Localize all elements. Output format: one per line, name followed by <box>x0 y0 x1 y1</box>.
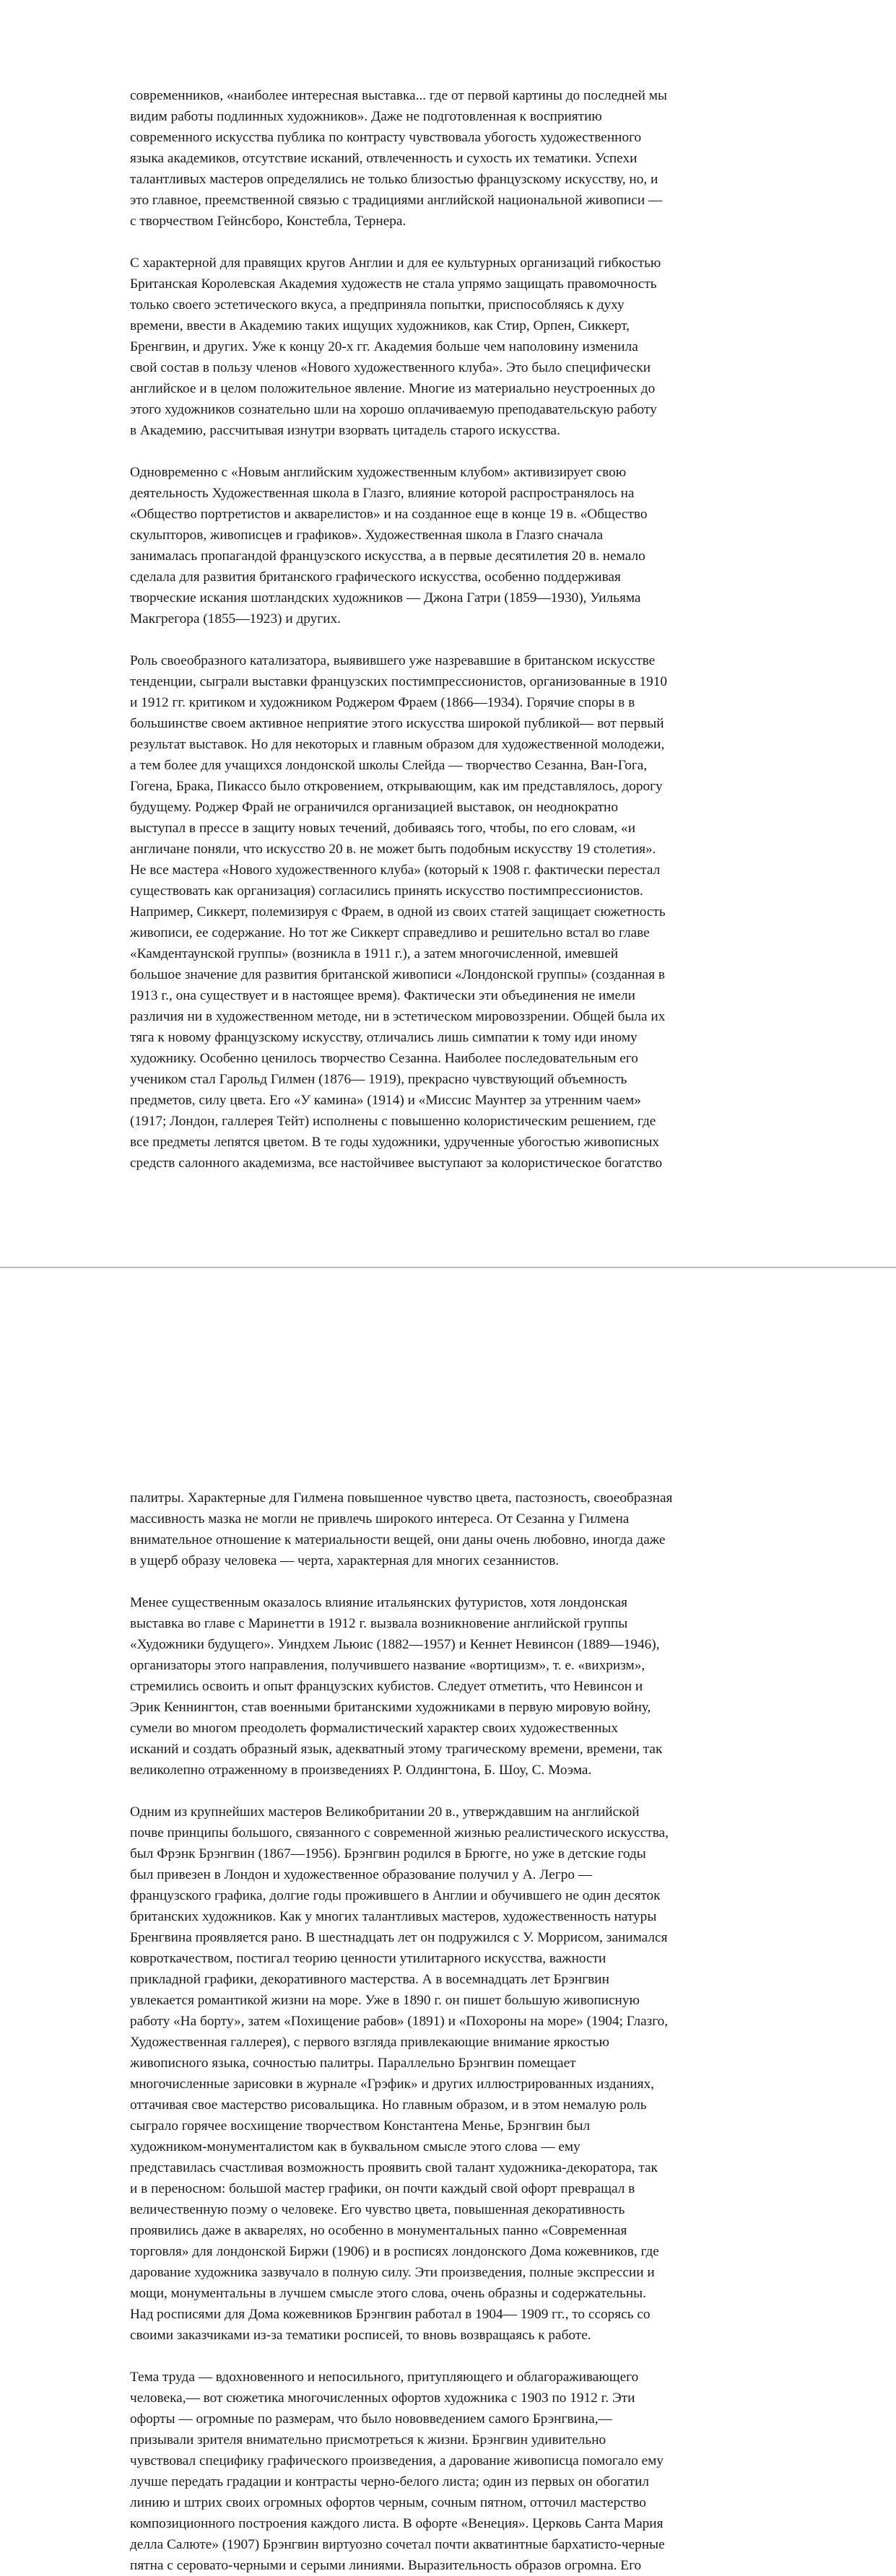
document-page-1 <box>0 0 896 1267</box>
paragraph: С характерной для правящих кругов Англии и для ее культурных организаций гибкостью Британская Королевская Академия художеств не стала упрямо защищать правомочность только своего эстетического вкуса, а предприняла попытки, приспособляясь к духу времени, ввести в Академию таких ищущих художников, как Стир, Орпен, Сиккерт, Бренгвин, и других. Уже к концу 20-х гг. Академия больше чем наполовину изменила свой состав в пользу членов «Нового художественного клуба». Это было специфически английское и в целом положительное явление. Многие из материально неустроенных до этого художников сознательно шли на хорошо оплачиваемую преподавательскую работу в Академию, рассчитывая изнутри взорвать цитадель старого искусства. <box>130 256 661 438</box>
paragraph: Одновременно с «Новым английским художественным клубом» активизирует свою деятельность Художественная школа в Глазго, влияние которой распространялось на «Общество портретистов и акварелистов» и на созданное еще в конце 19 в. «Общество скульпторов, живописцев и графиков». Художественная школа в Глазго сначала занималась пропагандой французского искусства, а в первые десятилетия 20 в. немало сделала для развития британского графического искусства, особенно поддерживая творческие искания шотландских художников — Джона Гатри (1859—1930), Уильяма Макгрегора (1855—1923) и других. <box>130 465 648 626</box>
paragraph: Роль своеобразного катализатора, выявившего уже назревавшие в британском искусстве тенденции, сыграли выставки французских постимпрессионистов, организованные в 1910 и 1912 гг. критиком и художником Роджером Фраем (1866—1934). Горячие споры в в большинстве своем активное неприятие этого искусства широкой публикой— вот первый результат выставок. Но для некоторых и главным образом для художественной молодежи, а тем более для учащихся лондонской школы Слейда — творчество Сезанна, Ван-Гога, Гогена, Брака, Пикассо было откровением, открывающим, как им представлялось, дорогу будущему. Роджер Фрай не ограничился организацией выставок, он неоднократно выступал в прессе в защиту новых течений, добиваясь того, чтобы, по его словам, «и англичане поняли, что искусство 20 в. не может быть подобным искусству 19 столетия». Не все мастера «Нового художественного клуба» (который к 1908 г. фактически перестал существовать как организация) согласились принять искусство постимпрессионистов. Например, Сиккерт, полемизируя с Фраем, в одной из своих статей защищает сюжетность живописи, ее содержание. Но тот же Сиккерт справедливо и решительно встал во главе «Камдентаунской группы» (возникла в 1911 г.), а затем многочисленной, имевшей большое значение для развития британской живописи «Лондонской группы» (созданная в 1913 г., она существует и в настоящее время). Фактически эти объединения не имели различия ни в художественном методе, ни в эстетическом мировоззрении. Общей была их тяга к новому французскому искусству, отличались лишь симпатии к тому иди иному художнику. Особенно ценилось творчество Сезанна. Наиболее последовательным его учеником стал Гарольд Гилмен (1876— 1919), прекрасно чувствующий объемность предметов, силу цвета. Его «У камина» (1914) и «Миссис Маунтер за утренним чаем» (1917; Лондон, галлерея Тейт) исполнены с повышенно колористическим решением, где все предметы лепятся цветом. В те годы художники, удрученные убогостью живописных средств салонного академизма, все настойчивее выступают за колористическое богатство <box>130 653 668 1171</box>
paragraph: Менее существенным оказалось влияние итальянских футуристов, хотя лондонская выставка во главе с Маринетти в 1912 г. вызвала возникновение английской группы «Художники будущего». Уиндхем Льюис (1882—1957) и Кеннет Невинсон (1889—1946), организаторы этого направления, получившего название «вортицизм», т. е. «вихризм», стремились освоить и опыт французских кубистов. Следует отметить, что Невинсон и Эрик Кеннингтон, став военными британскими художниками в первую мировую войну, сумели во многом преодолеть формалистический характер своих художественных исканий и создать образный язык, адекватный этому трагическому времени, времени, так великолепно отраженному в произведениях Р. Олдингтона, Б. Шоу, С. Моэма. <box>130 1595 663 1778</box>
paragraph: Одним из крупнейших мастеров Великобритании 20 в., утверждавшим на английской почве принципы большого, связанного с современной жизнью реалистического искусства, был Фрэнк Брэнгвин (1867—1956). Брэнгвин родился в Брюгге, но уже в детские годы был привезен в Лондон и художественное образование получил у А. Легро — французского графика, долгие годы прожившего в Англии и обучившего не один десяток британских художников. Как у многих талантливых мастеров, художественность натуры Бренгвина проявляется рано. В шестнадцать лет он подружился с У. Моррисом, занимался ковроткачеством, постигал теорию ценности утилитарного искусства, важности прикладной графики, декоративного мастерства. А в восемнадцать лет Брэнгвин увлекается романтикой жизни на море. Уже в 1890 г. он пишет большую живописную работу «На борту», затем «Похищение рабов» (1891) и «Похороны на море» (1904; Глазго, Художественная галлерея), с первого взгляда привлекающие внимание яркостью живописного языка, сочностью палитры. Параллельно Брэнгвин помещает многочисленные зарисовки в журнале «Грэфик» и других иллюстрированных изданиях, оттачивая свое мастерство рисовальщика. Но главным образом, и в этом немалую роль сыграло горячее восхищение творчеством Константена Менье, Брэнгвин был художником-монументалистом как в буквальном смысле этого слова — ему представилась счастливая возможность проявить свой талант художника-декоратора, так и в переносном: большой мастер графики, он почти каждый свой офорт превращал в величественную поэму о человеке. Его чувство цвета, повышенная декоративность проявились даже в акварелях, но особенно в монументальных панно «Современная торговля» для лондонской Биржи (1906) и в росписях лондонского Дома кожевников, где дарование художника зазвучало в полную силу. Эти произведения, полные экспрессии и мощи, монументальны в лучшем смысле этого слова, очень образны и содержательны. Над росписями для Дома кожевников Брэнгвин работал в 1904— 1909 гг., то ссорясь со своими заказчиками из-за тематики росписей, то вновь возвращаясь к работе. <box>130 1804 669 2343</box>
document-page-2 <box>0 1267 896 2573</box>
paragraph: палитры. Характерные для Гилмена повышенное чувство цвета, пастозность, своеобразная массивность мазка не могли не привлечь широкого интереса. От Сезанна у Гилмена внимательное отношение к материальности вещей, они даны очень любовно, иногда даже в ущерб образу человека — черта, характерная для многих сезаннистов. <box>130 1490 673 1568</box>
paragraph: Тема труда — вдохновенного и непосильного, притупляющего и облагораживающего человека,— вот сюжетика многочисленных офортов художника с 1903 по 1912 г. Эти офорты — огромные по размерам, что было нововведением самого Брэнгвина,— призывали зрителя внимательно присмотреться к жизни. Брэнгвин удивительно чувствовал специфику графического произведения, а дарование живописца помогало ему лучше передать градации и контрасты черно-белого листа; один из первых он обогатил линию и штрих своих огромных офортов черным, сочным пятном, отточил мастерство композиционного построения каждого листа. В офорте «Венеция». Церковь Санта Мария делла Салюте» (1907) Брэнгвин виртуозно сочетал почти акватинтные бархатисто-черные пятна с серовато-черными и серыми линиями. Выразительность образов огромна. Его <box>130 2370 665 2573</box>
paragraph: современников, «наиболее интересная выставка... где от первой картины до последней мы видим работы подлинных художников». Даже не подготовленная к восприятию современного искусства публика по контрасту чувствовала убогость художественного языка академиков, отсутствие исканий, отвлеченность и сухость их тематики. Успехи талантливых мастеров определялись не только близостью французскому искусству, но, и это главное, преемственной связью с традициями английской национальной живописи — с творчеством Гейнсборо, Констебла, Тернера. <box>130 88 667 229</box>
